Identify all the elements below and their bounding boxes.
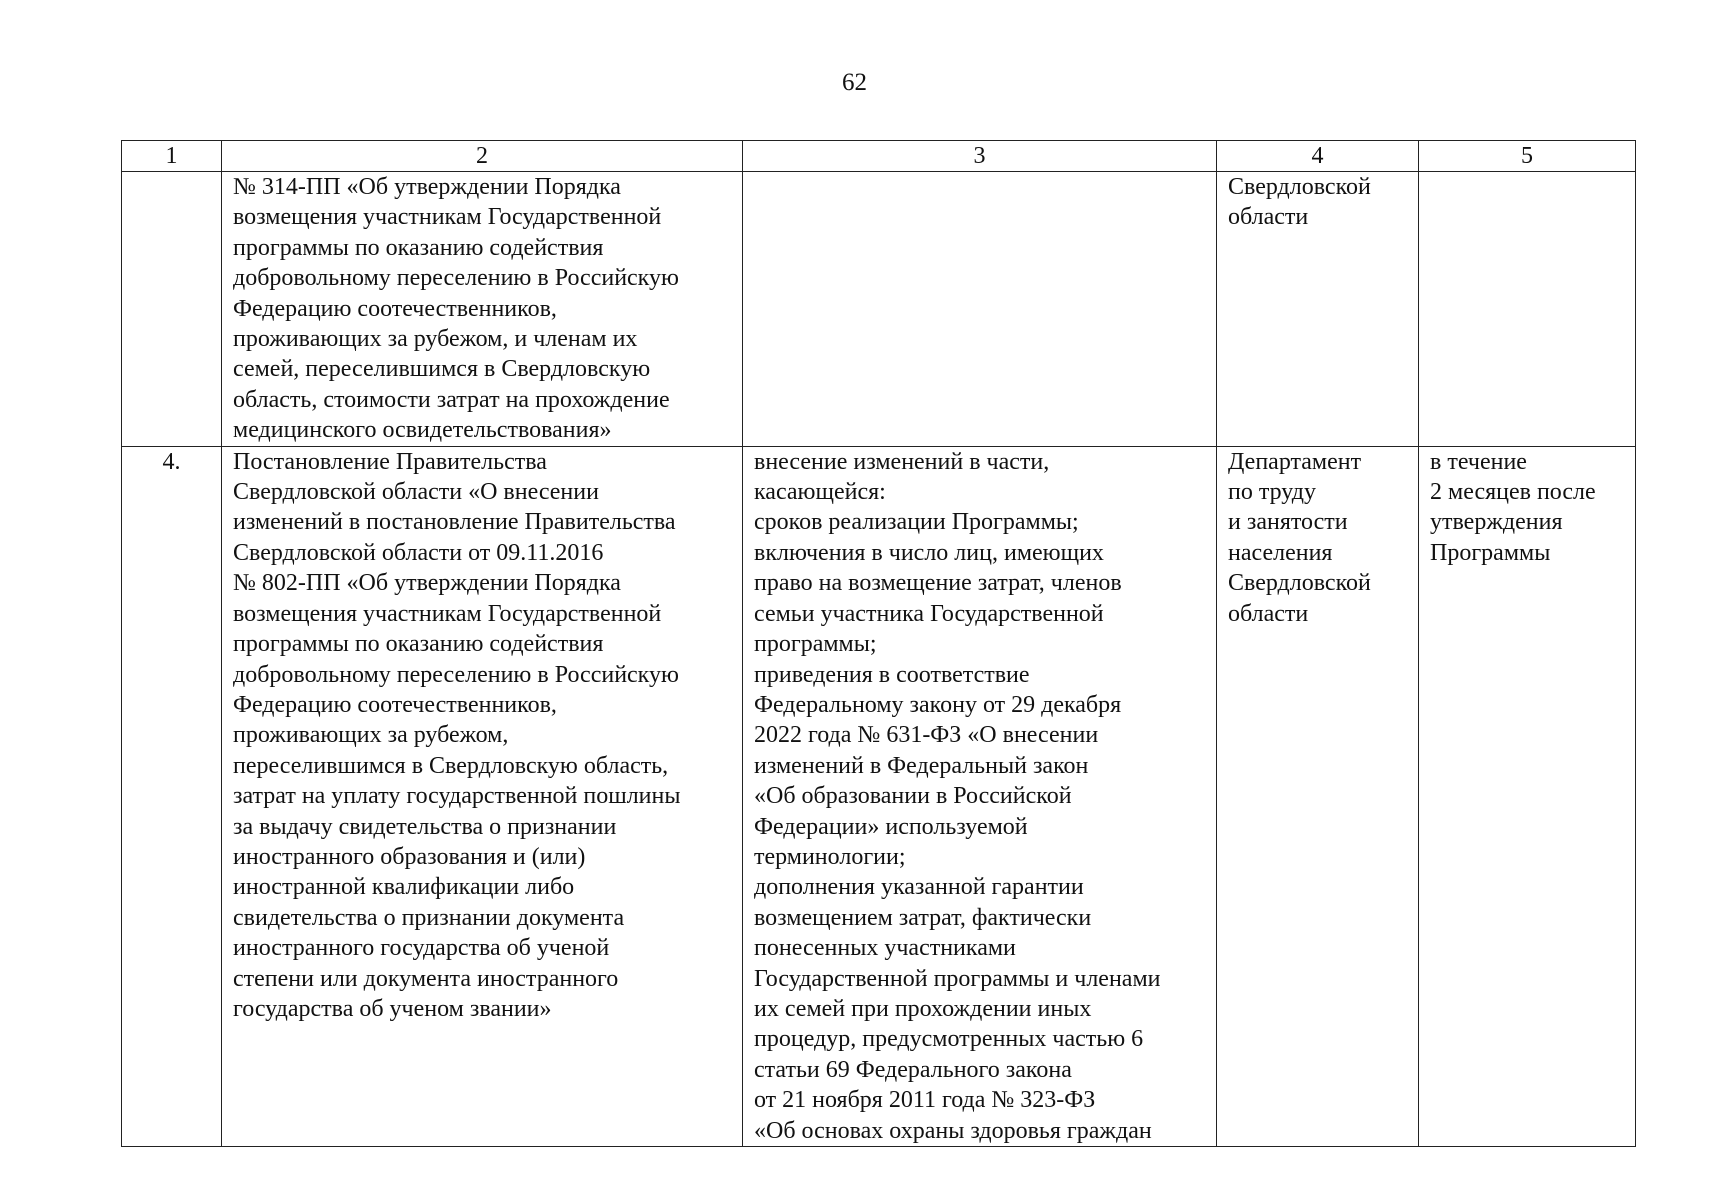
table-row [122,446,1636,1146]
content-cell [743,172,1217,447]
header-col-5: 5 [1419,141,1636,172]
header-row [122,141,1636,172]
responsible-cell: Департамент по труду и занятости населения Свердловской области [1217,446,1419,1146]
document-name-cell: № 314-ПП «Об утверждении Порядка возмещения участникам Государственной программы по оказанию содействия добровольному переселению в Российскую Федерацию соотечественников, проживающих за рубежом, и членам их семей, переселившимся в Свердловскую область, стоимости затрат на прохождение медицинского освидетельствования» [222,172,743,447]
row-number: 4. [122,446,222,1146]
page-number: 62 [842,69,867,96]
header-col-3: 3 [743,141,1217,172]
table-row [122,172,1636,447]
responsible-cell: Свердловской области [1217,172,1419,447]
row-number [122,172,222,447]
plan-table [121,140,1636,1147]
deadline-cell: в течение 2 месяцев после утверждения Программы [1419,446,1636,1146]
deadline-cell [1419,172,1636,447]
table-header [122,141,1636,172]
header-col-4: 4 [1217,141,1419,172]
header-col-2: 2 [222,141,743,172]
document-name-cell: Постановление Правительства Свердловской области «О внесении изменений в постановление Правительства Свердловской области от 09.11.2016 № 802-ПП «Об утверждении Порядка возмещения участникам Государственной программы по оказанию содействия добровольному переселению в Российскую Федерацию соотечественников, проживающих за рубежом, переселившимся в Свердловскую область, затрат на уплату государственной пошлины за выдачу свидетельства о признании иностранного образования и (или) иностранной квалификации либо свидетельства о признании документа иностранного государства об ученой степени или документа иностранного государства об ученом звании» [222,446,743,1146]
content-cell: внесение изменений в части, касающейся: сроков реализации Программы; включения в число лиц, имеющих право на возмещение затрат, членов семьи участника Государственной программы; приведения в соответствие Федеральному закону от 29 декабря 2022 года № 631-ФЗ «О внесении изменений в Федеральный закон «Об образовании в Российской Федерации» используемой терминологии; дополнения указанной гарантии возмещением затрат, фактически понесенных участниками Государственной программы и членами их семей при прохождении иных процедур, предусмотренных частью 6 статьи 69 Федерального закона от 21 ноября 2011 года № 323-ФЗ «Об основах охраны здоровья граждан [743,446,1217,1146]
header-col-1: 1 [122,141,222,172]
